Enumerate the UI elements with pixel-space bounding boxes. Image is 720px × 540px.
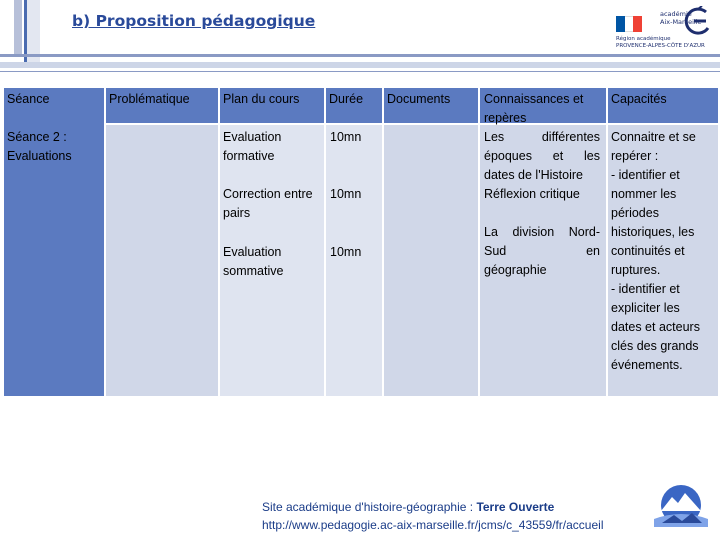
page-title: b) Proposition pédagogique [72, 12, 316, 30]
header-capacites: Capacités [611, 92, 667, 106]
header-documents: Documents [387, 92, 451, 106]
flag-icon [616, 16, 642, 32]
decor-bar [14, 0, 22, 56]
decor-line [0, 71, 720, 72]
academie-e-icon [684, 6, 714, 36]
documents-cell [384, 125, 478, 396]
header-duree: Durée [329, 92, 364, 106]
header-connaissances: Connaissances et repères [484, 92, 584, 125]
plan-duree: 10mn [330, 245, 362, 259]
plan-duree: 10mn [330, 187, 362, 201]
plan-item: Correction entre pairs [223, 187, 313, 220]
region-name: Région académique PROVENCE-ALPES-CÔTE D'AZUR [616, 36, 705, 49]
decor-line [0, 62, 720, 68]
seance-label: Séance 2 : Evaluations [7, 130, 72, 163]
academie-logo [614, 6, 714, 54]
terre-ouverte-logo-icon [652, 483, 710, 529]
header-problematique: Problématique [109, 92, 190, 106]
problematique-cell [106, 125, 218, 396]
plan-item: Evaluation formative [223, 130, 282, 163]
plan-item: Evaluation sommative [223, 245, 284, 278]
header-plan: Plan du cours [223, 92, 300, 106]
footer [262, 498, 603, 534]
footer-url[interactable]: http://www.pedagogie.ac-aix-marseille.fr/jcms/c_43559/fr/accueil [262, 518, 604, 532]
footer-site: Site académique d'histoire-géographie : Terre Ouverte [262, 500, 555, 514]
header-seance: Séance [7, 92, 50, 106]
footer-brand: Terre Ouverte [476, 500, 555, 514]
decor-bar [24, 0, 27, 62]
plan-duree: 10mn [330, 130, 362, 144]
pedagogy-table [4, 88, 718, 396]
decor-line [0, 54, 720, 57]
academie-name: académie Aix-Marseille [660, 10, 702, 26]
decor-bar [26, 0, 40, 62]
capacites-text: Connaitre et se repérer : - identifier et nommer les périodes historiques, les continuités et ruptures. - identifier et expliciter les dates et acteurs clés des grands événements. [611, 130, 700, 372]
connaissances-text: Les différentes époques et les dates de l'Histoire Réflexion critique La division Nord- Sud en géographie [484, 130, 600, 277]
